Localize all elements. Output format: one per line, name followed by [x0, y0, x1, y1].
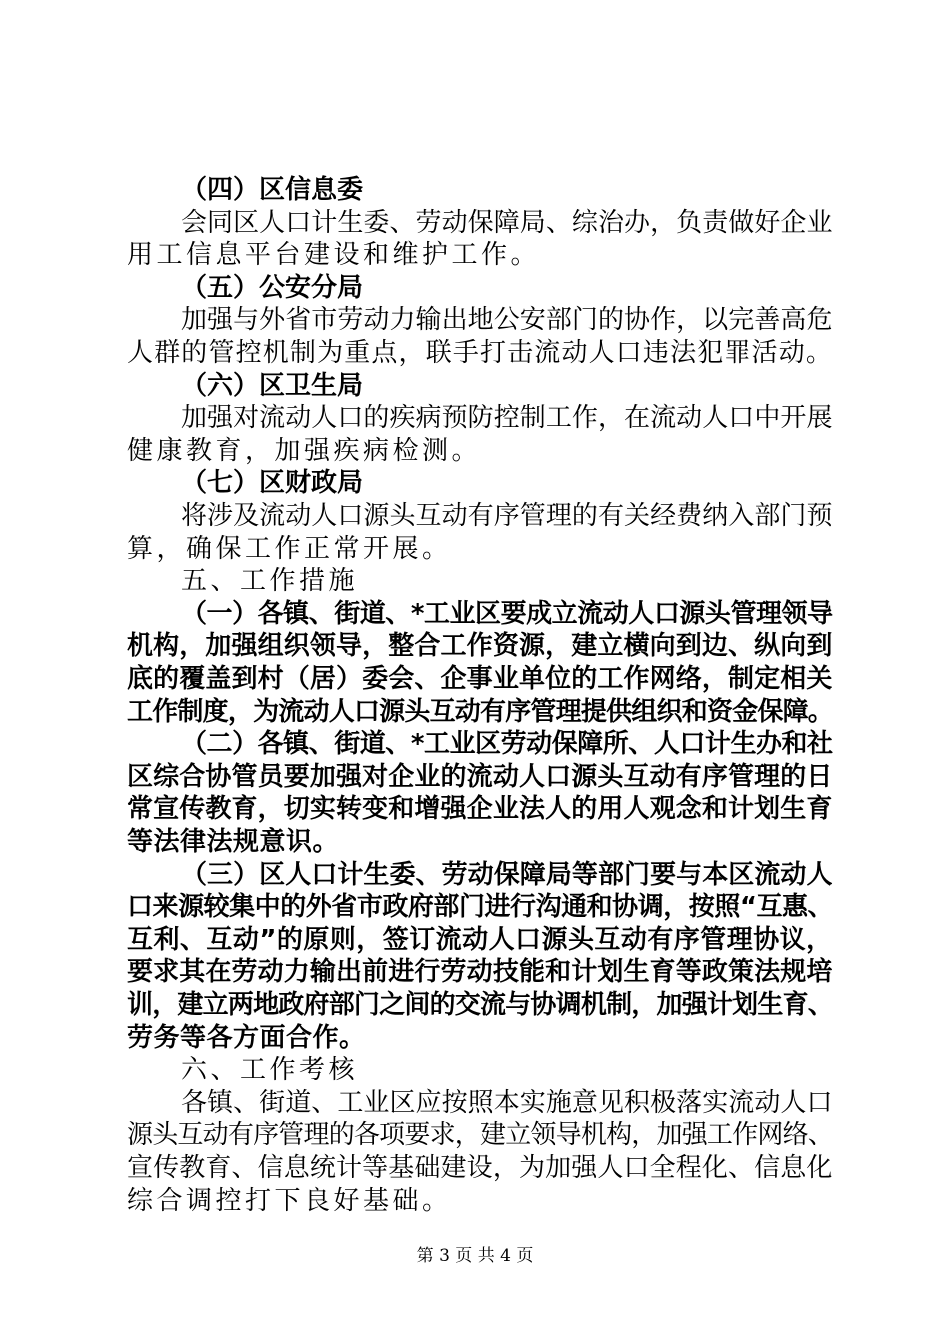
paragraph-line: 源头互动有序管理的各项要求，建立领导机构，加强工作网络、 [127, 1120, 834, 1151]
paragraph-line: 口来源较集中的外省市政府部门进行沟通和协调，按照“互惠、 [127, 892, 834, 923]
paragraph-line: 等法律法规意识。 [127, 827, 340, 857]
paragraph-line: 互利、互动”的原则，签订流动人口源头互动有序管理协议， [127, 924, 833, 955]
paragraph-line: 五、工作措施 [181, 566, 359, 597]
paragraph-line: 算，确保工作正常开展。 [127, 533, 452, 564]
paragraph-line: 训，建立两地政府部门之间的交流与协调机制，加强计划生育、 [127, 990, 834, 1020]
paragraph-line: 底的覆盖到村（居）委会、企事业单位的工作网络，制定相关 [127, 664, 833, 694]
paragraph-line: 宣传教育、信息统计等基础建设，为加强人口全程化、信息化 [127, 1153, 833, 1183]
paragraph-line: （二）各镇、街道、*工业区劳动保障所、人口计生办和社 [181, 729, 833, 760]
section-heading: （四）区信息委 [181, 175, 364, 205]
paragraph-line: 将涉及流动人口源头互动有序管理的有关经费纳入部门预 [181, 501, 833, 531]
section-heading: （六）区卫生局 [181, 370, 364, 401]
paragraph-line: 六、工作考核 [181, 1055, 359, 1086]
paragraph-line: 加强与外省市劳动力输出地公安部门的协作，以完善高危 [181, 305, 833, 336]
section-heading: （五）公安分局 [181, 272, 364, 303]
paragraph-line: 各镇、街道、工业区应按照本实施意见积极落实流动人口 [181, 1087, 833, 1118]
paragraph-line: 劳务等各方面合作。 [127, 1022, 366, 1053]
paragraph-line: （三）区人口计生委、劳动保障局等部门要与本区流动人 [181, 859, 833, 890]
paragraph-line: 会同区人口计生委、劳动保障局、综治办，负责做好企业 [181, 207, 833, 238]
paragraph-line: 加强对流动人口的疾病预防控制工作，在流动人口中开展 [181, 403, 833, 434]
paragraph-line: 要求其在劳动力输出前进行劳动技能和计划生育等政策法规培 [127, 957, 833, 988]
paragraph-line: 综合调控打下良好基础。 [127, 1185, 452, 1216]
paragraph-line: 常宣传教育，切实转变和增强企业法人的用人观念和计划生育 [127, 794, 833, 825]
page-footer: 第 3 页 共 4 页 [416, 1246, 534, 1266]
paragraph-line: 健康教育，加强疾病检测。 [127, 435, 482, 466]
section-heading: （七）区财政局 [181, 468, 364, 499]
paragraph-line: （一）各镇、街道、*工业区要成立流动人口源头管理领导 [181, 598, 833, 629]
paragraph-line: 机构，加强组织领导，整合工作资源，建立横向到边、纵向到 [127, 631, 833, 662]
paragraph-line: 区综合协管员要加强对企业的流动人口源头互动有序管理的日 [127, 761, 833, 792]
paragraph-line: 工作制度，为流动人口源头互动有序管理提供组织和资金保障。 [127, 696, 834, 727]
paragraph-line: 用工信息平台建设和维护工作。 [127, 240, 541, 271]
paragraph-line: 人群的管控机制为重点，联手打击流动人口违法犯罪活动。 [127, 338, 834, 368]
